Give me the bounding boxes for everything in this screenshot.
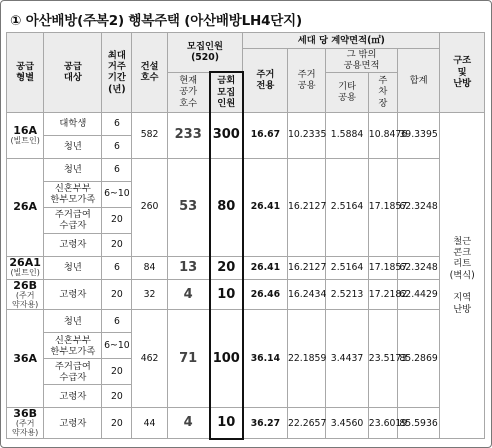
table-body [7,112,485,438]
this-recruit-cell: 300 [210,112,243,158]
parking-area-cell: 17.1857 [368,256,397,279]
table-row [7,408,485,439]
this-recruit-cell: 20 [210,256,243,279]
supply-target-cell: 청년 [44,158,102,181]
total-area-cell: 62.3248 [397,256,440,279]
built-units-cell: 462 [132,310,167,408]
supply-type-cell: 36A [7,310,44,408]
max-residence-cell: 20 [102,207,132,233]
exclusive-area-cell: 36.14 [243,310,288,408]
total-area-cell: 85.2869 [397,310,440,408]
supply-type-cell: 36B (주거 약자용) [7,408,44,439]
max-residence-cell: 6 [102,112,132,135]
supply-type-note: (주거 약자용) [12,419,39,438]
header-built-units: 건설 호수 [132,33,167,113]
exclusive-area-cell: 16.67 [243,112,288,158]
table-row [7,112,485,135]
total-area-cell: 85.5936 [397,408,440,439]
max-residence-cell: 20 [102,279,132,310]
table-header [7,33,485,113]
supply-type-cell: 26A1 (빌트인) [7,256,44,279]
other-common-cell: 2.5164 [326,158,369,256]
this-recruit-cell: 80 [210,158,243,256]
max-residence-cell: 6 [102,158,132,181]
header-current-units: 현재 공가 호수 [167,72,210,112]
max-residence-cell: 20 [102,408,132,439]
supply-target-cell: 대학생 [44,112,102,135]
max-residence-cell: 6~10 [102,333,132,359]
supply-target-cell: 고령자 [44,279,102,310]
header-parking: 주 차 장 [368,72,397,112]
header-recruit-group: 모집인원 (520) [167,33,243,73]
supply-type-cell: 26B (주거 약자용) [7,279,44,310]
exclusive-area-cell: 26.41 [243,256,288,279]
common-area-cell: 16.2127 [287,158,325,256]
current-units-cell: 13 [167,256,210,279]
current-units-cell: 233 [167,112,210,158]
parking-area-cell: 17.2182 [368,279,397,310]
other-common-cell: 2.5213 [326,279,369,310]
supply-type-note: (주거 약자용) [12,290,39,309]
table-row [7,310,485,333]
supply-target-cell: 신혼부부 한부모가족 [44,181,102,207]
supply-target-cell: 고령자 [44,408,102,439]
max-residence-cell: 6 [102,256,132,279]
header-other-group: 그 밖의 공용면적 [326,49,398,73]
built-units-cell: 44 [132,408,167,439]
other-common-cell: 1.5884 [326,112,369,158]
parking-area-cell: 17.1857 [368,158,397,256]
header-supply-target: 공급 대상 [44,33,102,113]
max-residence-cell: 20 [102,233,132,256]
exclusive-area-cell: 26.41 [243,158,288,256]
max-residence-cell: 6 [102,135,132,158]
supply-type-note: (빌트인) [10,268,40,278]
current-units-cell: 71 [167,310,210,408]
supply-type-cell: 26A [7,158,44,256]
header-area-group: 세대 당 계약면적(㎡) [243,33,440,49]
header-structure: 구조 및 난방 [440,33,485,113]
built-units-cell: 84 [132,256,167,279]
structure-value-cell: 철근 콘크 리트 (벽식) 지역 난방 [440,112,485,438]
current-units-cell: 4 [167,408,210,439]
table-row [7,158,485,181]
supply-target-cell: 주거급여 수급자 [44,207,102,233]
parking-area-cell: 10.8476 [368,112,397,158]
table-row [7,256,485,279]
supply-type-note: (빌트인) [10,135,40,145]
parking-area-cell: 23.6019 [368,408,397,439]
exclusive-area-cell: 36.27 [243,408,288,439]
header-exclusive: 주거 전용 [243,49,288,113]
current-units-cell: 53 [167,158,210,256]
header-other-common: 기타 공용 [326,72,369,112]
this-recruit-cell: 10 [210,408,243,439]
supply-target-cell: 청년 [44,135,102,158]
parking-area-cell: 23.5173 [368,310,397,408]
common-area-cell: 10.2335 [287,112,325,158]
supply-target-cell: 신혼부부 한부모가족 [44,333,102,359]
table-row [7,279,485,310]
current-units-cell: 4 [167,279,210,310]
max-residence-cell: 6 [102,310,132,333]
page-title: ① 아산배방(주복2) 행복주택 (아산배방LH4단지) [10,13,302,29]
supply-type-cell: 16A (빌트인) [7,112,44,158]
header-max-residence: 최대 거주 기간 (년) [102,33,132,113]
max-residence-cell: 6~10 [102,181,132,207]
supply-target-cell: 고령자 [44,233,102,256]
supply-target-cell: 청년 [44,310,102,333]
other-common-cell: 3.4560 [326,408,369,439]
header-common: 주거 공용 [287,49,325,113]
supply-table [6,32,485,440]
this-recruit-cell: 100 [210,310,243,408]
header-this-recruit: 금회 모집 인원 [210,72,243,112]
this-recruit-cell: 10 [210,279,243,310]
common-area-cell: 16.2434 [287,279,325,310]
total-area-cell: 62.4429 [397,279,440,310]
total-area-cell: 39.3395 [397,112,440,158]
exclusive-area-cell: 26.46 [243,279,288,310]
supply-target-cell: 주거급여 수급자 [44,359,102,385]
built-units-cell: 32 [132,279,167,310]
supply-target-cell: 고령자 [44,385,102,408]
max-residence-cell: 20 [102,359,132,385]
built-units-cell: 260 [132,158,167,256]
total-area-cell: 62.3248 [397,158,440,256]
built-units-cell: 582 [132,112,167,158]
other-common-cell: 2.5164 [326,256,369,279]
common-area-cell: 16.2127 [287,256,325,279]
max-residence-cell: 20 [102,385,132,408]
header-total: 합계 [397,49,440,113]
other-common-cell: 3.4437 [326,310,369,408]
header-supply-type: 공급 형별 [7,33,44,113]
common-area-cell: 22.2657 [287,408,325,439]
common-area-cell: 22.1859 [287,310,325,408]
supply-target-cell: 청년 [44,256,102,279]
